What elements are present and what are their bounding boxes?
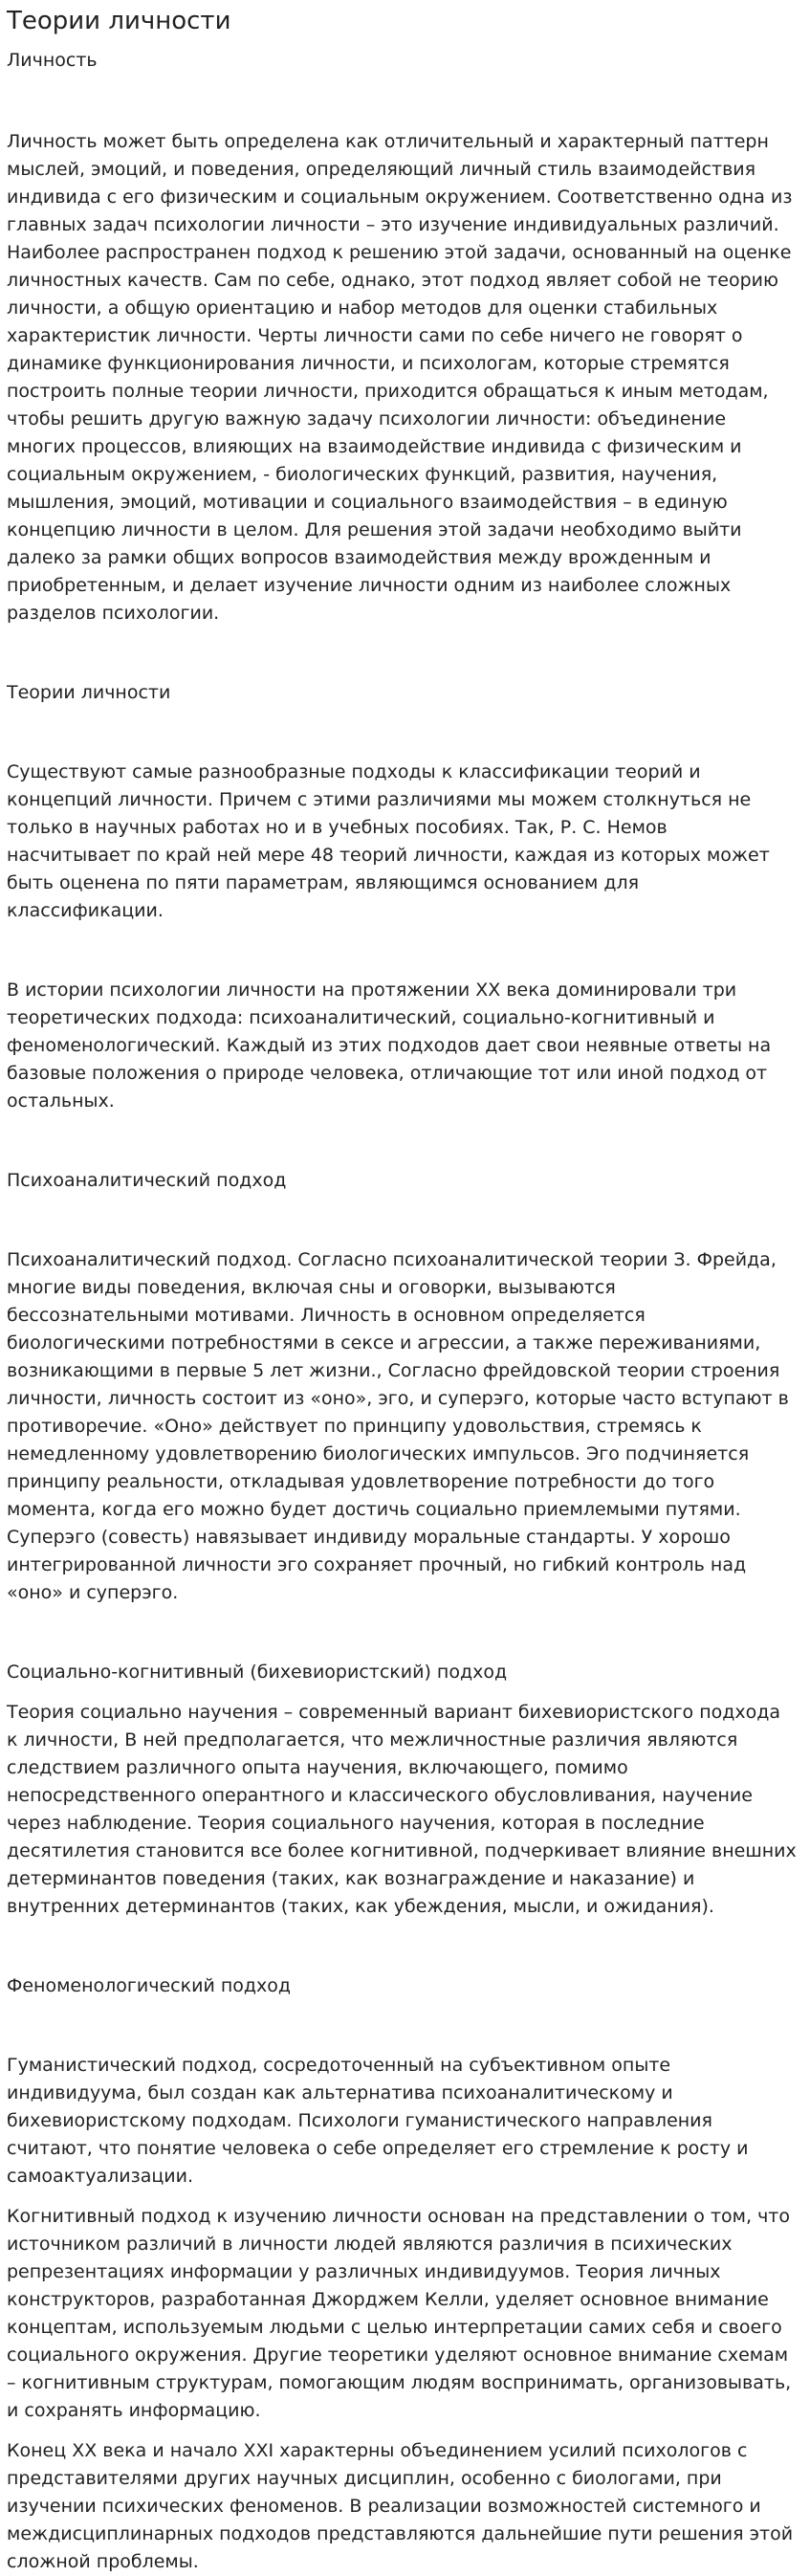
page-subtitle: Личность	[7, 50, 98, 71]
heading-theories: Теории личности	[7, 682, 171, 703]
paragraph-three-approaches: В истории психологии личности на протяжении XX века доминировали три теоретических подхода: психоаналитический, социально-когнитивный и феноменологический. Каждый из этих подходов дает свои неявные ответы на базовые положения о природе человека, отличающие тот или иной подход от остальных.	[7, 980, 772, 1112]
paragraph-social-learning: Теория социально научения – современный вариант бихевиористского подхода к личности, В ней предполагается, что межличностные различия являются следствием различного опыта научения, включающего, помимо непосредственного оперантного и классического обусловливания, научение через наблюдение. Теория социального научения, которая в последние десятилетия становится все более когнитивной, подчеркивает влияние внешних детерминантов поведения (таких, как вознаграждение и наказание) и внутренних детерминантов (таких, как убеждения, мысли, и ожидания).	[7, 1702, 797, 1917]
paragraph-classification: Существуют самые разнообразные подходы к классификации теорий и концепций личности. Причем с этими различиями мы можем столкнуться не только в научных работах но и в учебных пособиях. Так, Р. С. Немов насчитывает по край ней мере 48 теорий личности, каждая из которых может быть оценена по пяти параметрам, являющимся основанием для классификации.	[7, 761, 770, 921]
paragraph-psychoanalytic: Психоаналитический подход. Согласно психоаналитической теории З. Фрейда, многие виды поведения, включая сны и оговорки, вызываются бессознательными мотивами. Личность в основном определяется биологическими потребностями в сексе и агрессии, а также переживаниями, возникающими в первые 5 лет жизни., Согласно фрейдовской теории строения личности, личность состоит из «оно», эго, и суперэго, которые часто вступают в противоречие. «Оно» действует по принципу удовольствия, стремясь к немедленному удовлетворению биологических импульсов. Эго подчиняется принципу реальности, откладывая удовлетворение потребности до того момента, когда его можно будет достичь социально приемлемыми путями. Суперэго (совесть) навязывает индивиду моральные стандарты. У хорошо интегрированной личности эго сохраняет прочный, но гибкий контроль над «оно» и суперэго.	[7, 1249, 789, 1603]
paragraph-interdisciplinary: Конец XX века и начало XXI характерны объединением усилий психологов с представителями других научных дисциплин, особенно с биологами, при изучении психических феноменов. В реализации возможностей системного и междисциплинарных подходов представляются дальнейшие пути решения этой сложной проблемы.	[7, 2440, 794, 2572]
paragraph-humanistic: Гуманистический подход, сосредоточенный на субъективном опыте индивидуума, был создан как альтернатива психоаналитическому и бихевиористскому подходам. Психологи гуманистического направления считают, что понятие человека о себе определяет его стремление к росту и самоактуализации.	[7, 2055, 749, 2187]
page-title: Теории личности	[7, 7, 231, 35]
paragraph-personality-definition: Личность может быть определена как отличительный и характерный паттерн мыслей, эмоций, и поведения, определяющий личный стиль взаимодействия индивида с его физическим и социальным окружением. Соответственно одна из главных задач психологии личности – это изучение индивидуальных различий. Наиболее распространен подход к решению этой задачи, основанный на оценке личностных качеств. Сам по себе, однако, этот подход являет собой не теорию личности, а общую ориентацию и набор методов для оценки стабильных характеристик личности. Черты личности сами по себе ничего не говорят о динамике функционирования личности, и психологам, которые стремятся построить полные теории личности, приходится обращаться к иным методам, чтобы решить другую важную задачу психологии личности: объединение многих процессов, влияющих на взаимодействие индивида с физическим и социальным окружением, - биологических функций, развития, научения, мышления, эмоций, мотивации и социального взаимодействия – в единую концепцию личности в целом. Для решения этой задачи необходимо выйти далеко за рамки общих вопросов взаимодействия между врожденным и приобретенным, и делает изучение личности одним из наиболее сложных разделов психологии.	[7, 131, 793, 624]
heading-phenomenological: Феноменологический подход	[7, 1975, 292, 1996]
paragraph-cognitive: Когнитивный подход к изучению личности основан на представлении о том, что источником различий в личности людей являются различия в психических репрезентациях информации у различных индивидуумов. Теория личных конструкторов, разработанная Джорджем Келли, уделяет основное внимание концептам, используемым людьми с целью интерпретации самих себя и своего социального окружения. Другие теоретики уделяют основное внимание схемам – когнитивным структурам, помогающим людям воспринимать, организовывать, и сохранять информацию.	[7, 2206, 792, 2421]
heading-social-cognitive: Социально-когнитивный (бихевиористский) подход	[7, 1662, 508, 1683]
heading-psychoanalytic: Психоаналитический подход	[7, 1170, 287, 1191]
